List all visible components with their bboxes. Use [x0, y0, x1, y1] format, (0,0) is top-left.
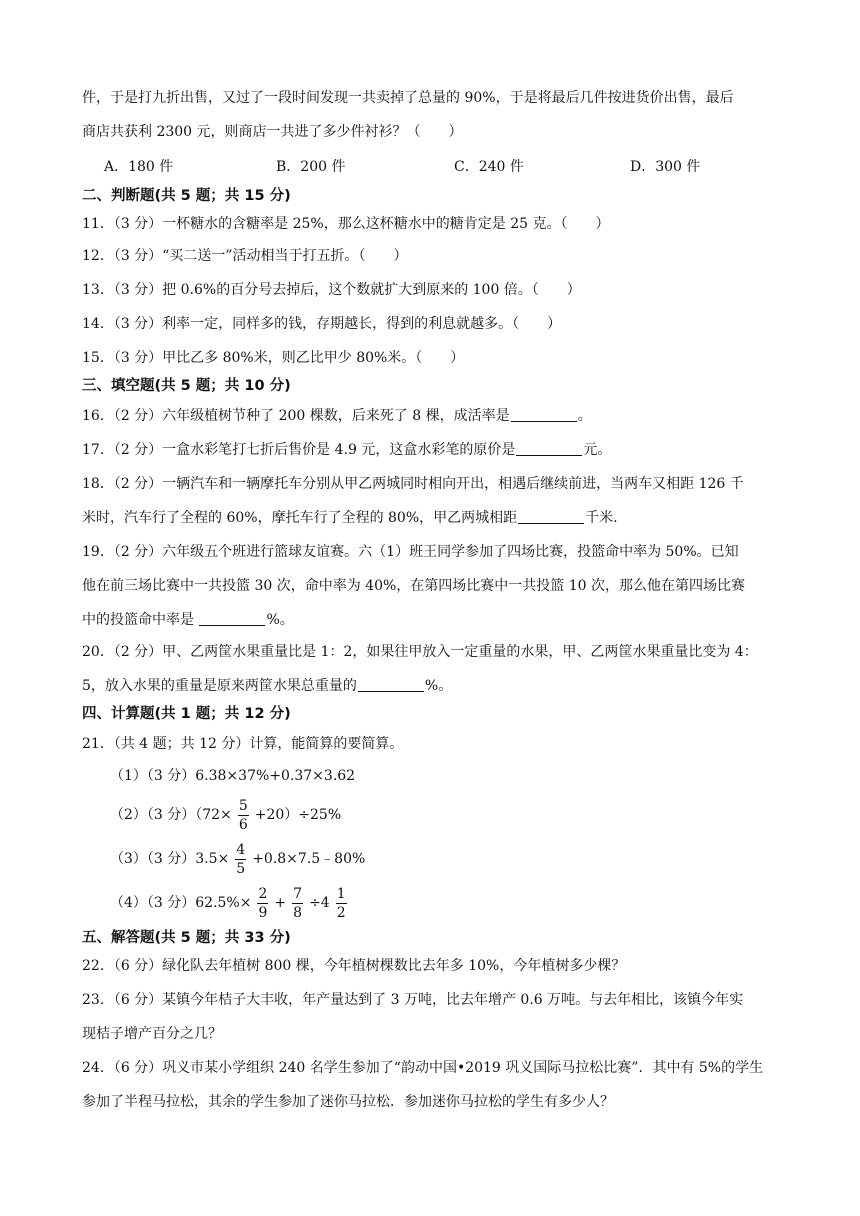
q13: 13．（3 分）把 0.6%的百分号去掉后，这个数就扩大到原来的 100 倍。（ ） — [82, 282, 581, 298]
q10-option-d[interactable]: D．300 件 — [630, 159, 701, 175]
q24-line2: 参加了半程马拉松，其余的学生参加了迷你马拉松．参加迷你马拉松的学生有多少人？ — [82, 1094, 614, 1110]
fraction-4-5: $\frac{4}{5}$ — [236, 841, 246, 877]
q21-part1: （1）（3 分）6.38×37%+0.37×3.62 — [110, 768, 356, 784]
q20-line2: 5，放入水果的重量是原来两筐水果总重量的 %。 — [82, 678, 453, 694]
section-heading-3: 三、填空题(共 5 题；共 10 分) — [82, 378, 291, 394]
q18-line2: 米时，汽车行了全程的 60%，摩托车行了全程的 80%，甲乙两城相距 千米. — [82, 510, 618, 526]
q16-blank[interactable] — [511, 407, 577, 422]
q24-line1: 24．（6 分）巩义市某小学组织 240 名学生参加了“韵动中国•2019 巩义国际马拉松比赛”．其中有 5%的学生 — [82, 1060, 764, 1076]
q19-line1: 19．（2 分）六年级五个班进行篮球友谊赛。六（1）班王同学参加了四场比赛，投篮命中率为 50%。已知 — [82, 544, 739, 560]
q10-option-a[interactable]: A．180 件 — [104, 159, 174, 175]
q17: 17．（2 分）一盒水彩笔打七折后售价是 4.9 元，这盒水彩笔的原价是 元。 — [82, 442, 612, 458]
q21-intro: 21．（共 4 题；共 12 分）计算，能简算的要简算。 — [82, 736, 404, 752]
q15: 15．（3 分）甲比乙多 80%米，则乙比甲少 80%米。（ ） — [82, 350, 465, 366]
q23-line2: 现桔子增产百分之几？ — [82, 1026, 222, 1042]
fraction-5-6: $\frac{5}{6}$ — [238, 797, 248, 833]
q19-line2: 他在前三场比赛中一共投篮 30 次，命中率为 40%，在第四场比赛中一共投篮 10 次，那么他在第四场比赛 — [82, 578, 745, 594]
q19-line3: 中的投篮命中率是 %。 — [82, 612, 294, 628]
q16: 16．（2 分）六年级植树节种了 200 棵数，后来死了 8 棵，成活率是 。 — [82, 408, 592, 424]
q21-part2: （2）（3 分）（72× $\frac{5}{6}$ +20）÷25% — [110, 797, 342, 833]
section-heading-5: 五、解答题(共 5 题；共 33 分) — [82, 930, 291, 946]
q11: 11．（3 分）一杯糖水的含糖率是 25%，那么这杯糖水中的糖肯定是 25 克。（ ） — [82, 216, 610, 232]
q21-part3: （3）（3 分）3.5× $\frac{4}{5}$ +0.8×7.5﹣80% — [110, 841, 366, 877]
q18-blank[interactable] — [518, 509, 584, 524]
section-heading-2: 二、判断题(共 5 题；共 15 分) — [82, 188, 291, 204]
q20-line1: 20．（2 分）甲、乙两筐水果重量比是 1：2，如果往甲放入一定重量的水果，甲、乙两筐水果重量比变为 4： — [82, 644, 758, 660]
q10-option-b[interactable]: B．200 件 — [276, 159, 346, 175]
fraction-2-9: $\frac{2}{9}$ — [258, 885, 268, 921]
q18-line1: 18．（2 分）一辆汽车和一辆摩托车分别从甲乙两城同时相向开出，相遇后继续前进，当两车又相距 126 千 — [82, 476, 744, 492]
q23-line1: 23．（6 分）某镇今年桔子大丰收，年产量达到了 3 万吨，比去年增产 0.6 万吨。与去年相比，该镇今年实 — [82, 992, 744, 1008]
q22: 22．（6 分）绿化队去年植树 800 棵，今年植树棵数比去年多 10%，今年植树多少棵？ — [82, 958, 626, 974]
section-heading-4: 四、计算题(共 1 题；共 12 分) — [82, 706, 291, 722]
q10-text-line2: 商店共获利 2300 元，则商店一共进了多少件衬衫？（ ） — [82, 124, 463, 140]
q10-option-c[interactable]: C．240 件 — [454, 159, 524, 175]
q21-part4: （4）（3 分）62.5%× $\frac{2}{9}$ + $\frac{7}{8}$ ÷4 $\frac{1}{2}$ — [110, 885, 346, 921]
fraction-7-8: $\frac{7}{8}$ — [293, 885, 303, 921]
q14: 14．（3 分）利率一定，同样多的钱，存期越长，得到的利息就越多。（ ） — [82, 316, 562, 332]
q12: 12．（3 分）“买二送一”活动相当于打五折。（ ） — [82, 248, 408, 264]
fraction-1-2: $\frac{1}{2}$ — [336, 885, 346, 921]
q20-blank[interactable] — [358, 677, 424, 692]
q17-blank[interactable] — [516, 441, 582, 456]
q19-blank[interactable] — [199, 611, 265, 626]
q10-text-line1: 件，于是打九折出售，又过了一段时间发现一共卖掉了总量的 90%，于是将最后几件按进货价出售，最后 — [82, 90, 734, 106]
